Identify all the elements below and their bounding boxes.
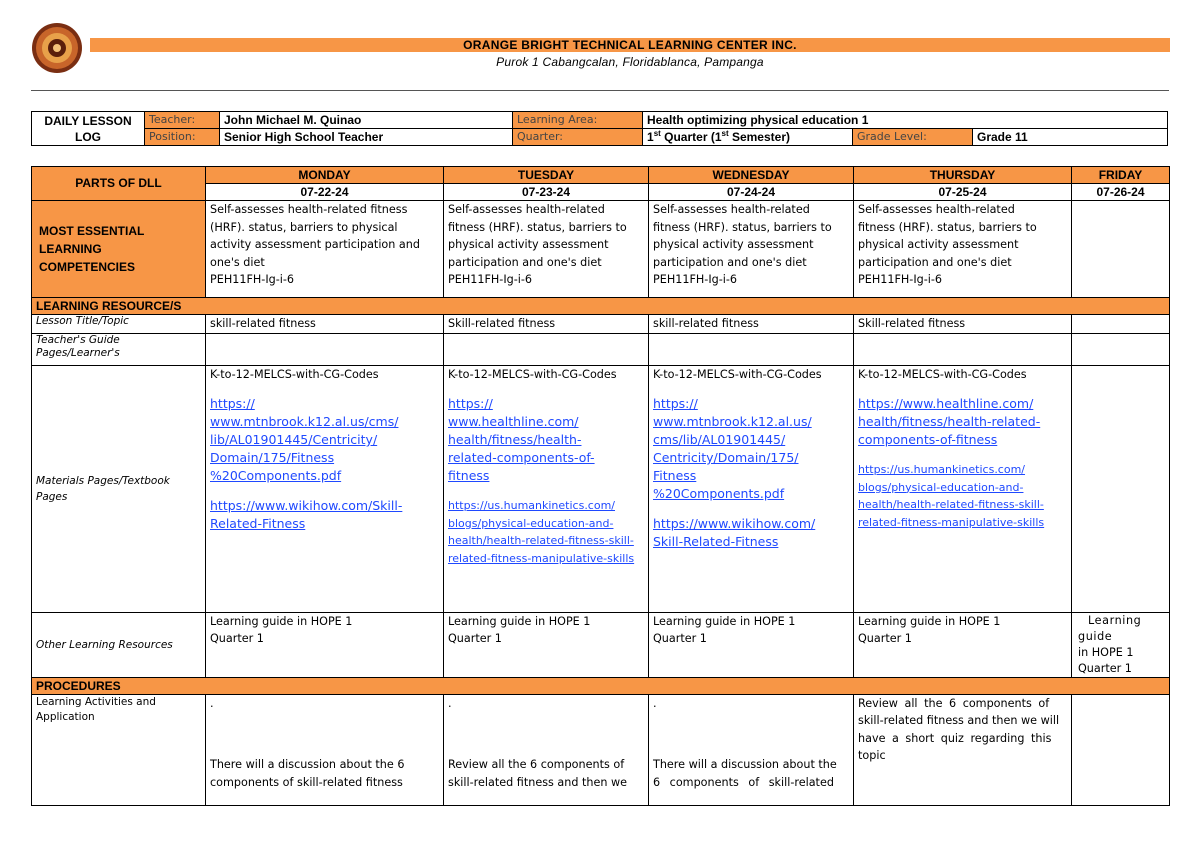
other-friday: Learning guide in HOPE 1 Quarter 1	[1072, 612, 1170, 677]
quarter-value: 1st Quarter (1st Semester)	[643, 129, 853, 146]
materials-wednesday	[649, 365, 854, 612]
learning-activities-label: Learning Activities and Application	[32, 694, 206, 805]
grade-level-label: Grade Level:	[853, 129, 973, 146]
parts-of-dll-header: PARTS OF DLL	[32, 167, 206, 201]
date-tuesday: 07-23-24	[444, 184, 649, 201]
melc-friday	[1072, 201, 1170, 298]
day-header-wednesday: WEDNESDAY	[649, 167, 854, 184]
melc-tuesday: Self-assesses health-related fitness (HRF). status, barriers to physical activity assessment participation and one's diet PEH11FH-Ig-i-6	[444, 201, 649, 298]
mtnbrook-link[interactable]: https:// www.mtnbrook.k12.al.us/ cms/lib/AL01901445/ Centricity/Domain/175/ Fitness %20Components.pdf	[653, 396, 812, 502]
position-label: Position:	[145, 129, 220, 146]
healthline-link[interactable]: https:// www.healthline.com/ health/fitness/health- related-components-of- fitness	[448, 396, 595, 484]
activities-wednesday: . There will a discussion about the 6 components of skill-related	[649, 694, 854, 805]
lesson-info-table	[31, 111, 1168, 146]
procedures-header: PROCEDURES	[32, 677, 1170, 694]
humankinetics-link[interactable]: https://us.humankinetics.com/ blogs/physical-education-and- health/health-related-fitness-skill- related-fitness-manipulative-skills	[858, 463, 1045, 529]
date-monday: 07-22-24	[206, 184, 444, 201]
activities-monday: . There will a discussion about the 6 components of skill-related fitness	[206, 694, 444, 805]
header-divider	[31, 90, 1169, 91]
wikihow-link[interactable]: https://www.wikihow.com/ Skill-Related-Fitness	[653, 516, 816, 550]
school-address: Purok 1 Cabangcalan, Floridablanca, Pampanga	[496, 55, 764, 69]
topic-wednesday: skill-related fitness	[649, 315, 854, 334]
cg-codes-text: K-to-12-MELCS-with-CG-Codes	[448, 367, 617, 381]
date-wednesday: 07-24-24	[649, 184, 854, 201]
learning-resources-header: LEARNING RESOURCE/S	[32, 298, 1170, 315]
melc-label: MOST ESSENTIAL LEARNING COMPETENCIES	[32, 201, 206, 298]
mtnbrook-link[interactable]: https:// www.mtnbrook.k12.al.us/cms/ lib/AL01901445/Centricity/ Domain/175/Fitness %20Components.pdf	[210, 396, 399, 484]
tg-friday	[1072, 333, 1170, 365]
learning-area-label: Learning Area:	[513, 112, 643, 129]
day-header-tuesday: TUESDAY	[444, 167, 649, 184]
quarter-label: Quarter:	[513, 129, 643, 146]
topic-monday: skill-related fitness	[206, 315, 444, 334]
materials-friday	[1072, 365, 1170, 612]
materials-label: Materials Pages/Textbook Pages	[32, 365, 206, 612]
other-tuesday: Learning guide in HOPE 1 Quarter 1	[444, 612, 649, 677]
tg-wednesday	[649, 333, 854, 365]
teachers-guide-label: Teacher's Guide Pages/Learner's	[32, 333, 206, 365]
lesson-title-label: Lesson Title/Topic	[32, 315, 206, 334]
healthline-link[interactable]: https://www.healthline.com/ health/fitness/health-related- components-of-fitness	[858, 396, 1041, 448]
other-monday: Learning guide in HOPE 1 Quarter 1	[206, 612, 444, 677]
day-header-monday: MONDAY	[206, 167, 444, 184]
materials-monday	[206, 365, 444, 612]
date-thursday: 07-25-24	[854, 184, 1072, 201]
topic-friday	[1072, 315, 1170, 334]
school-name: ORANGE BRIGHT TECHNICAL LEARNING CENTER INC.	[463, 38, 797, 52]
materials-tuesday	[444, 365, 649, 612]
activities-friday	[1072, 694, 1170, 805]
dll-main-table	[31, 166, 1170, 806]
cg-codes-text: K-to-12-MELCS-with-CG-Codes	[858, 367, 1027, 381]
dll-title-line1: DAILY LESSON	[44, 113, 132, 128]
cg-codes-text: K-to-12-MELCS-with-CG-Codes	[210, 367, 379, 381]
cg-codes-text: K-to-12-MELCS-with-CG-Codes	[653, 367, 822, 381]
materials-thursday	[854, 365, 1072, 612]
topic-thursday: Skill-related fitness	[854, 315, 1072, 334]
school-logo	[31, 22, 83, 74]
other-thursday: Learning guide in HOPE 1 Quarter 1	[854, 612, 1072, 677]
other-resources-label: Other Learning Resources	[32, 612, 206, 677]
learning-area-value: Health optimizing physical education 1	[643, 112, 1168, 129]
date-friday: 07-26-24	[1072, 184, 1170, 201]
dll-title	[32, 112, 145, 146]
melc-thursday: Self-assesses health-related fitness (HRF). status, barriers to physical activity assessment participation and one's diet PEH11FH-Ig-i-6	[854, 201, 1072, 298]
teacher-label: Teacher:	[145, 112, 220, 129]
position-value: Senior High School Teacher	[220, 129, 513, 146]
melc-monday: Self-assesses health-related fitness (HRF). status, barriers to physical activity assessment participation and one's diet PEH11FH-Ig-i-6	[206, 201, 444, 298]
topic-tuesday: Skill-related fitness	[444, 315, 649, 334]
teacher-value: John Michael M. Quinao	[220, 112, 513, 129]
day-header-friday: FRIDAY	[1072, 167, 1170, 184]
activities-tuesday: . Review all the 6 components of skill-related fitness and then we	[444, 694, 649, 805]
other-wednesday: Learning guide in HOPE 1 Quarter 1	[649, 612, 854, 677]
tg-monday	[206, 333, 444, 365]
activities-thursday: Review all the 6 components of skill-related fitness and then we will have a short quiz regarding this topic	[854, 694, 1072, 805]
grade-level-value: Grade 11	[973, 129, 1168, 146]
tg-thursday	[854, 333, 1072, 365]
melc-wednesday: Self-assesses health-related fitness (HRF). status, barriers to physical activity assessment participation and one's diet PEH11FH-Ig-i-6	[649, 201, 854, 298]
wikihow-link[interactable]: https://www.wikihow.com/Skill- Related-Fitness	[210, 498, 403, 532]
dll-title-line2: LOG	[75, 129, 101, 144]
day-header-thursday: THURSDAY	[854, 167, 1072, 184]
humankinetics-link[interactable]: https://us.humankinetics.com/ blogs/physical-education-and- health/health-related-fitness-skill- related-fitness-manipulative-skills	[448, 499, 635, 565]
tg-tuesday	[444, 333, 649, 365]
